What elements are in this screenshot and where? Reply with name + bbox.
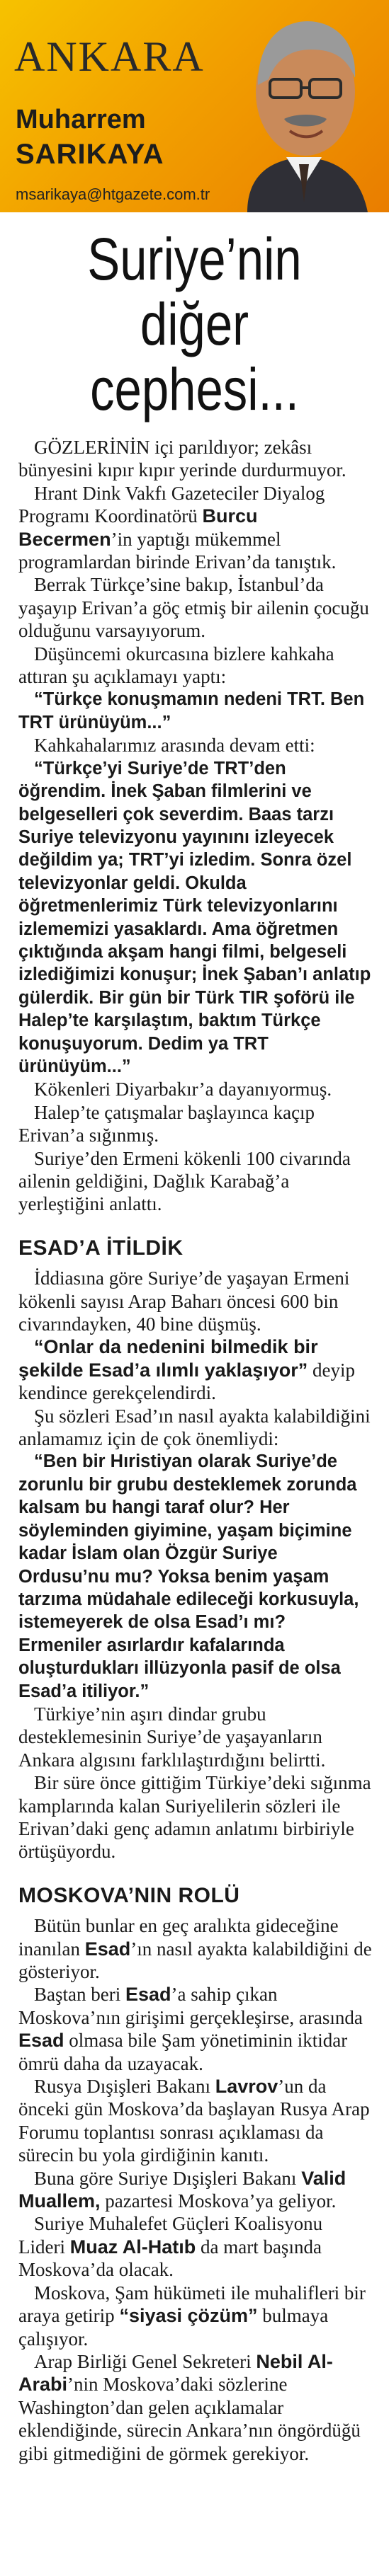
quote-paragraph: “Türkçe konuşmamın nedeni TRT. Ben TRT ürünüyüm...” xyxy=(18,689,365,732)
author-email[interactable]: msarikaya@htgazete.com.tr xyxy=(16,185,210,203)
paragraph: Hrant Dink Vakfı Gazeteciler Diyalog Programı Koordinatörü Burcu Becermen’in yaptığı mükemmel programlardan birinde Erivan’da tanıştık. xyxy=(18,482,337,573)
article-body xyxy=(0,436,389,2465)
article-headline xyxy=(38,226,350,422)
quote-paragraph: “Ben bir Hıristiyan olarak Suriye’de zorunlu bir grubu desteklemek zorunda kalsam bu hangi taraf olur? Her söyleminden giyimine, yaşam biçimine kadar İslam olan Özgür Suriye Ordusu’nu mu? Yoksa benim yaşam tarzıma müdahale edileceği korkusuyla, istemeyerek de olsa Esad’ı mı? Ermeniler asırlardır kafalarında oluşturdukları illüzyonla pasif de olsa Esad’a itiliyor.” xyxy=(18,1451,359,1701)
paragraph: Berrak Türkçe’sine bakıp, İstanbul’da yaşayıp Erivan’a göç etmiş bir ailenin çocuğu olduğunu varsayıyorum. xyxy=(18,574,369,642)
paragraph: Düşüncemi okurcasına bizlere kahkaha attıran şu açıklamayı yaptı: xyxy=(18,643,334,688)
author-portrait xyxy=(219,0,389,212)
subheading: MOSKOVA’NIN ROLÜ xyxy=(18,1883,240,1907)
paragraph: Halep’te çatışmalar başlayınca kaçıp Erivan’a sığınmış. xyxy=(18,1101,315,1146)
paragraph: Bir süre önce gittiğim Türkiye’deki sığınma kamplarında kalan Suriyelilerin sözleri ile Erivan’daki genç adamın anlatımı birbiriyle örtüşüyordu. xyxy=(18,1772,371,1863)
paragraph: Şu sözleri Esad’ın nasıl ayakta kalabildiğini anlamamız için de çok önemliydi: xyxy=(18,1405,371,1450)
column-header xyxy=(0,0,389,212)
headline-line-1: Suriye’nin xyxy=(87,226,302,292)
city-label: ANKARA xyxy=(14,33,205,80)
paragraph: Suriye’den Ermeni kökenli 100 civarında ailenin geldiğini, Dağlık Karabağ’a yerleştiğini anlattı. xyxy=(18,1147,351,1215)
paragraph: Türkiye’nin aşırı dindar grubu desteklemesinin Suriye’de yaşayanların Ankara algısını farklılaştırdığını belirtti. xyxy=(18,1703,326,1771)
paragraph: Suriye Muhalefet Güçleri Koalisyonu Lideri Muaz Al-Hatıb da mart başında Moskova’da olacak. xyxy=(18,2213,323,2281)
author-last-name: SARIKAYA xyxy=(16,139,164,170)
paragraph: Kahkahalarımız arasında devam etti: xyxy=(34,735,315,757)
paragraph: GÖZLERİNİN içi parıldıyor; zekâsı bünyesini kıpır kıpır yerinde durdurmuyor. xyxy=(18,437,346,481)
paragraph: Kökenleri Diyarbakır’a dayanıyormuş. xyxy=(34,1079,332,1100)
paragraph: Moskova, Şam hükümeti ile muhalifleri bir araya getirip “siyasi çözüm” bulmaya çalışıyor. xyxy=(18,2282,366,2350)
paragraph: Buna göre Suriye Dışişleri Bakanı Valid Muallem, pazartesi Moskova’ya geliyor. xyxy=(18,2167,346,2212)
quote-paragraph: “Türkçe’yi Suriye’de TRT’den öğrendim. İnek Şaban filmlerini ve belgeselleri çok severdim. Baas tarzı Suriye televizyonu yayınını izleyecek değildim ya; TRT’yi izledim. Sonra özel televizyonlar geldi. Okulda öğretmenlerimiz Türk televizyonlarını izlememizi yasaklardı. Ama öğretmen çıktığında akşam hangi filmi, belgeseli izlediğimizi konuşur; İnek Şaban’ı anlatıp gülerdik. Bir gün bir Türk TIR şoförü ile Halep’te karşılaştım, baktım Türkçe konuşuyorum. Dedim ya TRT ürünüyüm...” xyxy=(18,758,371,1076)
paragraph: Baştan beri Esad’a sahip çıkan Moskova’nın girişimi gerçekleşirse, arasında Esad olmasa bile Şam yönetiminin iktidar ömrü daha da uzayacak. xyxy=(18,1984,363,2074)
header-separator xyxy=(0,212,389,217)
paragraph: “Onlar da nedenini bilmedik bir şekilde Esad’a ılımlı yaklaşıyor” deyip kendince gerekçelendirdi. xyxy=(18,1336,355,1404)
paragraph: Bütün bunlar en geç aralıkta gideceğine inanılan Esad’ın nasıl ayakta kalabildiğini de gösteriyor. xyxy=(18,1915,372,1982)
paragraph: Arap Birliği Genel Sekreteri Nebil Al-Arabi’nin Moskova’daki sözlerine Washington’dan gelen açıklamalar eklendiğinde, sürecin Ankara’nın öngördüğü gibi gitmediğini de görmek gerekiyor. xyxy=(18,2350,361,2464)
subheading: ESAD’A İTİLDİK xyxy=(18,1236,184,1260)
paragraph: Rusya Dışişleri Bakanı Lavrov’un da önceki gün Moskova’da başlayan Rusya Arap Forumu toplantısı sonrası açıklaması da sürecin bu yola girdiğinin kanıtı. xyxy=(18,2076,370,2166)
author-first-name: Muharrem xyxy=(16,105,146,134)
headline-line-2: diğer cephesi... xyxy=(90,291,299,422)
paragraph: İddiasına göre Suriye’de yaşayan Ermeni kökenli sayısı Arap Baharı öncesi 600 bin civarındayken, 40 bine düşmüş. xyxy=(18,1267,350,1335)
